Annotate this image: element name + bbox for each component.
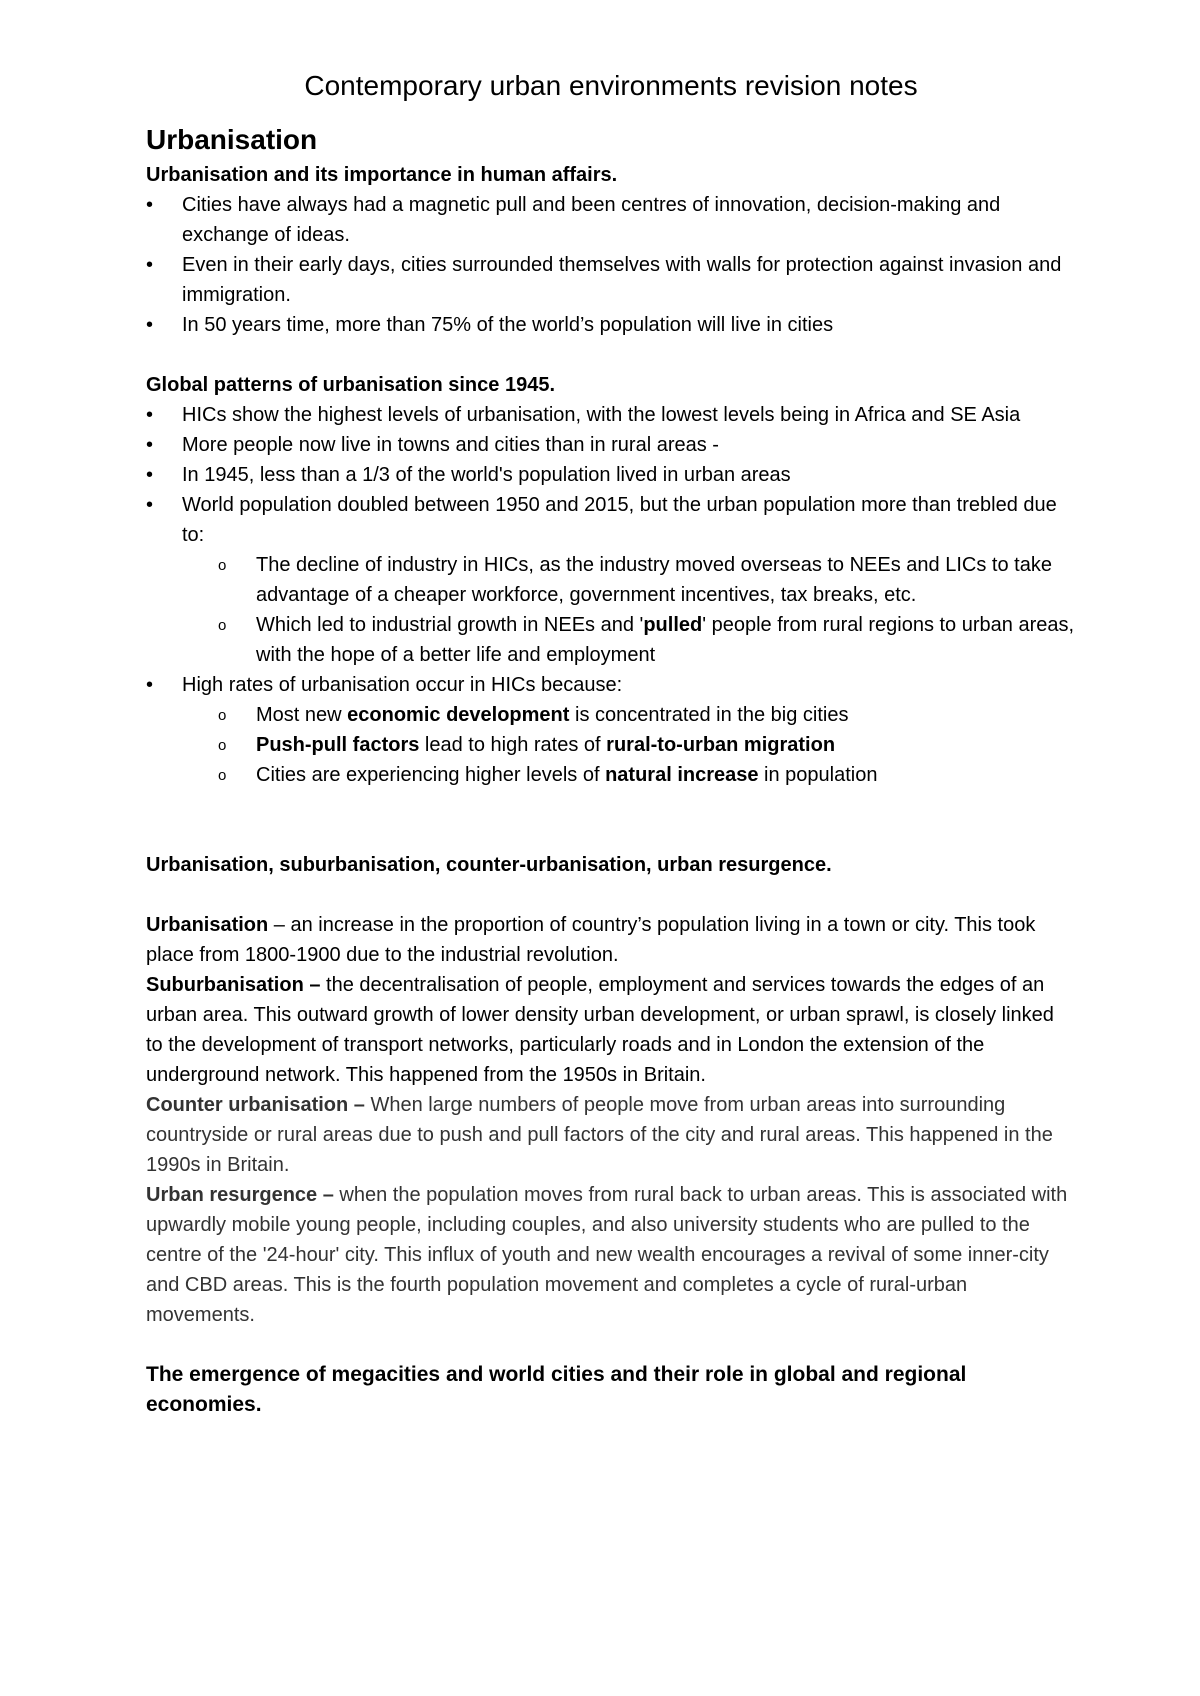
section-heading: Urbanisation (146, 124, 318, 155)
definition-urbanisation: Urbanisation – an increase in the proportion of country’s population living in a town or city. This took place from 1800-1900 due to the industrial revolution. (146, 914, 1036, 966)
subheading-importance: Urbanisation and its importance in human affairs. (146, 164, 618, 186)
list-item: • Cities have always had a magnetic pull and been centres of innovation, decision-making and exchange of ideas. (146, 190, 1076, 250)
list-item: • High rates of urbanisation occur in HICs because: (146, 670, 1076, 700)
list-item: • In 1945, less than a 1/3 of the world's population lived in urban areas (146, 460, 1076, 490)
definition-urban-resurgence: Urban resurgence – when the population moves from rural back to urban areas. This is associated with upwardly mobile young people, including couples, and also university students who are pulled to the centre of the '24-hour' city. This influx of youth and new wealth encourages a revival of some inner-city and CBD areas. This is the fourth population movement and completes a cycle of rural-urban movements. (146, 1184, 1068, 1326)
list-item: • World population doubled between 1950 and 2015, but the urban population more than trebled due to: (146, 490, 1076, 550)
list-item: • HICs show the highest levels of urbanisation, with the lowest levels being in Africa and SE Asia (146, 400, 1076, 430)
definition-counter-urbanisation: Counter urbanisation – When large numbers of people move from urban areas into surrounding countryside or rural areas due to push and pull factors of the city and rural areas. This happened in the 1990s in Britain. (146, 1094, 1053, 1176)
document-content (146, 70, 1076, 1420)
sub-list-item: o The decline of industry in HICs, as the industry moved overseas to NEEs and LICs to take advantage of a cheaper workforce, government incentives, tax breaks, etc. (146, 550, 1076, 610)
subheading-urban-processes: Urbanisation, suburbanisation, counter-urbanisation, urban resurgence. (146, 854, 832, 876)
list-item: • Even in their early days, cities surrounded themselves with walls for protection against invasion and immigration. (146, 250, 1076, 310)
list-item: • More people now live in towns and cities than in rural areas - (146, 430, 1076, 460)
sub-list-item: o Most new economic development is concentrated in the big cities (146, 700, 1076, 730)
subheading-global-patterns: Global patterns of urbanisation since 1945. (146, 374, 555, 396)
sub-list-item: o Which led to industrial growth in NEEs and 'pulled' people from rural regions to urban areas, with the hope of a better life and employment (146, 610, 1076, 670)
bullet-list-importance (146, 190, 1076, 340)
document-title: Contemporary urban environments revision notes (304, 70, 918, 101)
subheading-megacities: The emergence of megacities and world cities and their role in global and regional economies. (146, 1363, 967, 1416)
list-item: • In 50 years time, more than 75% of the world’s population will live in cities (146, 310, 1076, 340)
definition-suburbanisation: Suburbanisation – the decentralisation of people, employment and services towards the edges of an urban area. This outward growth of lower density urban development, or urban sprawl, is closely linked to the development of transport networks, particularly roads and in London the extension of the underground network. This happened from the 1950s in Britain. (146, 974, 1054, 1086)
sub-list-item: o Push-pull factors lead to high rates of rural-to-urban migration (146, 730, 1076, 760)
bullet-list-global-patterns (146, 400, 1076, 790)
sub-list-item: o Cities are experiencing higher levels of natural increase in population (146, 760, 1076, 790)
